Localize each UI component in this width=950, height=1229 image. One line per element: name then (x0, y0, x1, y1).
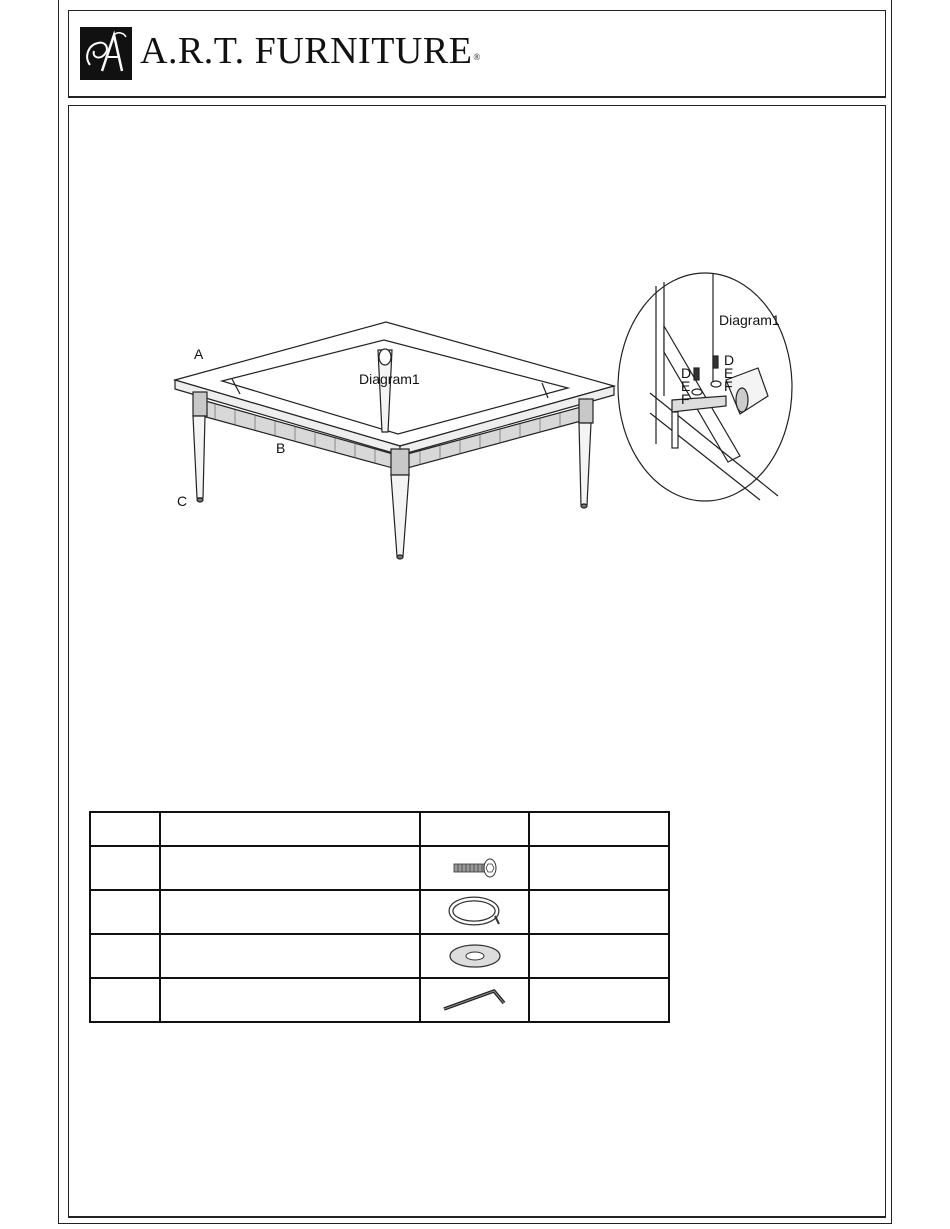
row-cell (90, 934, 160, 978)
header-cell (160, 812, 420, 846)
row-cell (160, 890, 420, 934)
row-cell (160, 978, 420, 1022)
detail-diagram-title: Diagram1 (719, 312, 780, 328)
row-cell (529, 934, 669, 978)
table-row (90, 846, 669, 890)
table-assembly-drawing (175, 322, 614, 559)
detail-label-d-right: D (724, 352, 735, 368)
icon-cell (420, 934, 529, 978)
header-cell (420, 812, 529, 846)
icon-cell (420, 890, 529, 934)
table-row (90, 978, 669, 1022)
hardware-table-header (90, 812, 669, 846)
icon-cell (420, 978, 529, 1022)
row-cell (529, 890, 669, 934)
spring-lock-washer-icon (447, 894, 503, 930)
row-cell (160, 846, 420, 890)
detail-label-f-left: F (681, 391, 690, 407)
table-row (90, 934, 669, 978)
label-a: A (194, 346, 204, 362)
allen-key-icon (442, 985, 508, 1015)
detail-circle-drawing (618, 273, 792, 501)
row-cell (529, 978, 669, 1022)
label-c: C (177, 493, 188, 509)
header-cell (529, 812, 669, 846)
row-cell (529, 846, 669, 890)
detail-label-d-left: D (681, 365, 692, 381)
brand-name: A.R.T. FURNITURE® (140, 30, 481, 72)
detail-label-f-right: F (724, 378, 733, 394)
icon-cell (420, 846, 529, 890)
registered-mark: ® (473, 52, 481, 62)
detail-label-e-right: E (724, 365, 734, 381)
row-cell (90, 846, 160, 890)
bolt-icon (450, 856, 500, 880)
diagram-callout: Diagram1 (359, 371, 420, 387)
hardware-table (89, 811, 670, 1023)
row-cell (90, 978, 160, 1022)
label-b: B (276, 440, 286, 456)
flat-washer-icon (447, 941, 503, 971)
row-cell (90, 890, 160, 934)
row-cell (160, 934, 420, 978)
detail-label-e-left: E (681, 378, 691, 394)
header-cell (90, 812, 160, 846)
table-row (90, 890, 669, 934)
